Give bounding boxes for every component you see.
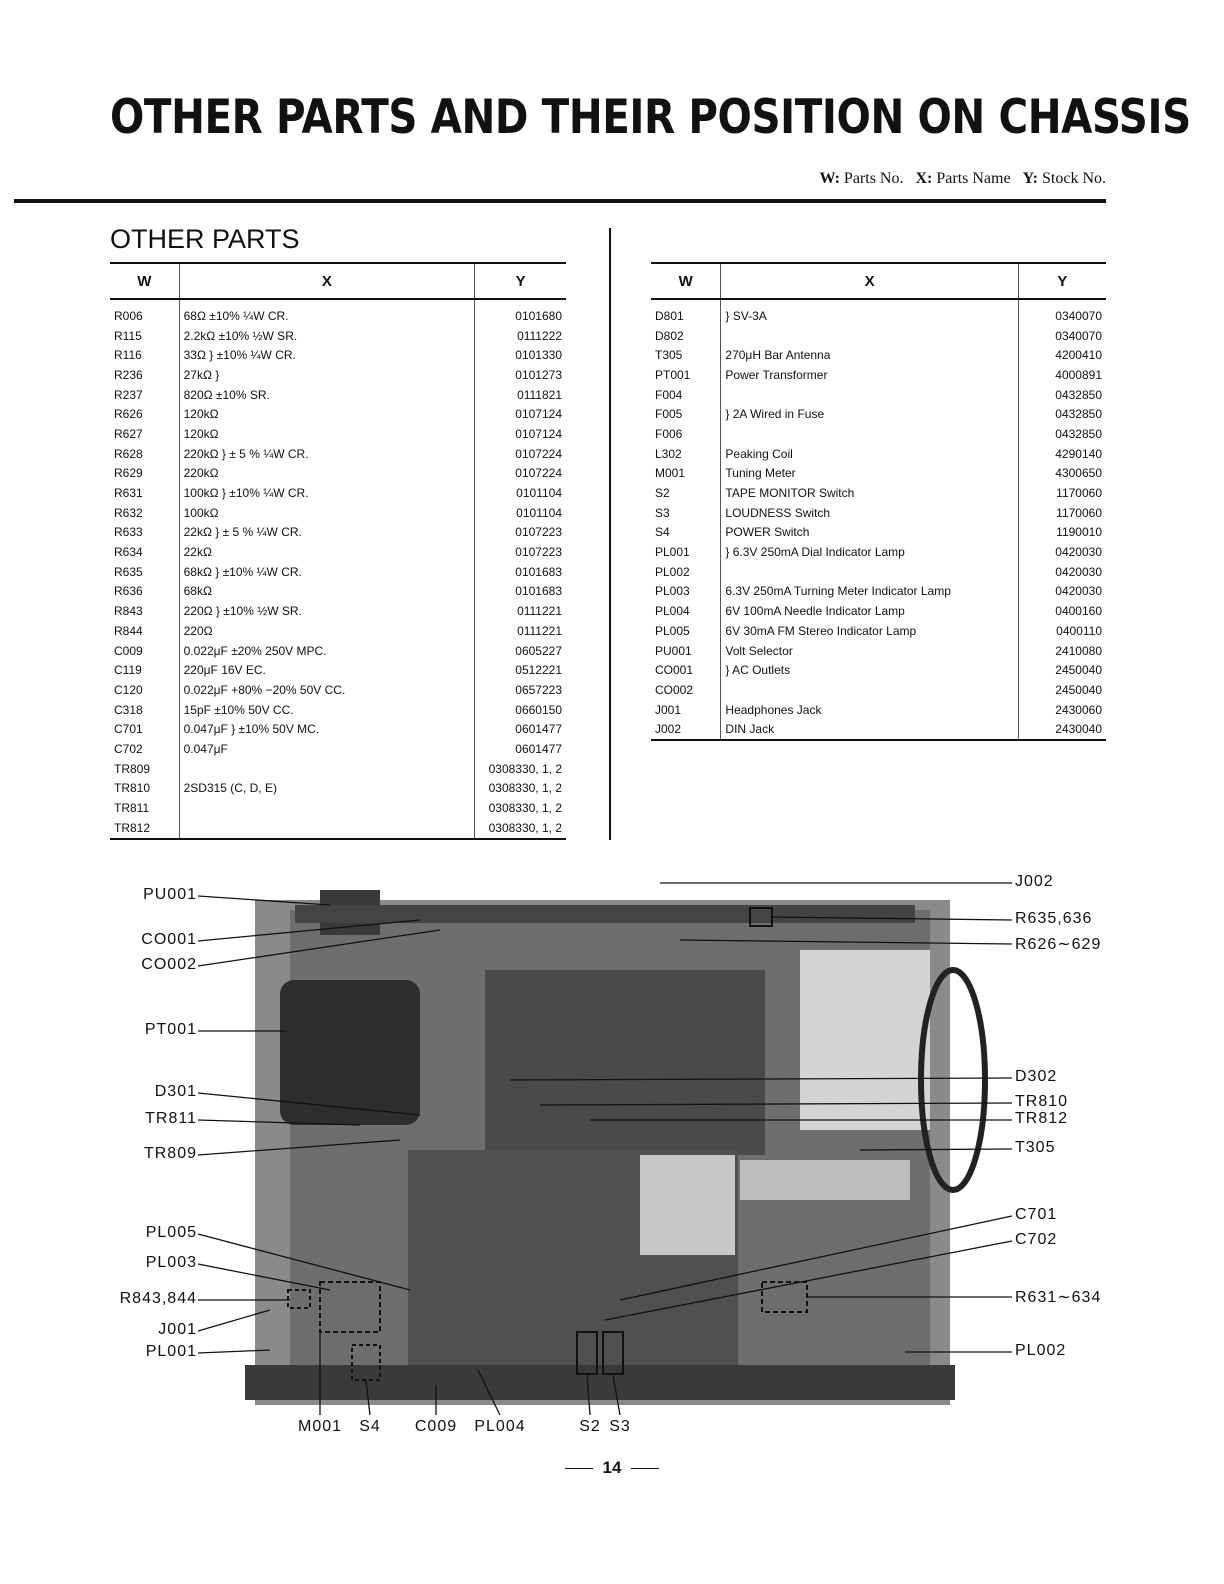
- part-name: 220μF 16V EC.: [179, 660, 475, 680]
- part-number: R629: [110, 464, 179, 484]
- part-name: [179, 818, 475, 839]
- stock-number: 0101104: [516, 505, 562, 520]
- part-name: [721, 424, 1018, 444]
- part-name: POWER Switch: [721, 523, 1018, 543]
- part-name: [179, 759, 475, 779]
- part-name: 22kΩ: [179, 542, 475, 562]
- left-row: [110, 365, 566, 385]
- legend-y-key: Y:: [1022, 170, 1038, 187]
- part-name: 100kΩ: [179, 503, 475, 523]
- part-name: Tuning Meter: [721, 464, 1018, 484]
- left-row: [110, 326, 566, 346]
- right-row: [651, 542, 1106, 562]
- header-rule: [14, 199, 1106, 203]
- callout-label: R843,844: [119, 1290, 197, 1307]
- part-name: 68Ω ±10% ¼W CR.: [179, 299, 475, 326]
- part-name: [721, 385, 1018, 405]
- part-number: F005: [651, 404, 721, 424]
- page-number-text: 14: [602, 1458, 622, 1477]
- callout-label: PL003: [145, 1254, 197, 1271]
- left-row: [110, 523, 566, 543]
- bar-antenna: [740, 1160, 910, 1200]
- chassis-diagram: [0, 850, 1224, 1450]
- callout-label: J001: [158, 1321, 197, 1338]
- part-name: 220kΩ: [179, 464, 475, 484]
- part-name: 220Ω } ±10% ½W SR.: [179, 601, 475, 621]
- callout-label: C701: [1015, 1206, 1058, 1223]
- legend-x-text: Parts Name: [936, 170, 1011, 187]
- left-row: [110, 759, 566, 779]
- left-row: [110, 345, 566, 365]
- part-number: PL001: [651, 542, 721, 562]
- part-number: C119: [110, 660, 179, 680]
- part-number: C701: [110, 719, 179, 739]
- part-number: PL004: [651, 601, 721, 621]
- stock-number: 0107223: [515, 525, 562, 540]
- part-name: 220Ω: [179, 621, 475, 641]
- stock-number: 2450040: [1055, 682, 1102, 697]
- right-row: [651, 660, 1106, 680]
- stock-number: 0308330, 1, 2: [488, 801, 562, 816]
- right-row: [651, 345, 1106, 365]
- part-name: 6V 100mA Needle Indicator Lamp: [721, 601, 1018, 621]
- left-row: [110, 503, 566, 523]
- part-name: 15pF ±10% 50V CC.: [179, 700, 475, 720]
- stock-number: 0432850: [1055, 407, 1102, 422]
- left-row: [110, 719, 566, 739]
- right-row: [651, 299, 1106, 326]
- part-number: C318: [110, 700, 179, 720]
- right-row: [651, 326, 1106, 346]
- callout-label: C009: [414, 1418, 458, 1435]
- stock-number: 2430040: [1018, 719, 1106, 740]
- stock-number: 0101680: [515, 308, 562, 323]
- stock-number: 0420030: [1055, 564, 1102, 579]
- left-row: [110, 641, 566, 661]
- part-name: 2.2kΩ ±10% ½W SR.: [179, 326, 475, 346]
- left-row: [110, 299, 566, 326]
- part-number: R843: [110, 601, 179, 621]
- stock-number: 0107124: [515, 407, 562, 422]
- right-row: [651, 404, 1106, 424]
- stock-number: 4200410: [1055, 348, 1102, 363]
- part-name: [721, 326, 1018, 346]
- circuit-board-upper: [485, 970, 765, 1155]
- part-name: } 6.3V 250mA Dial Indicator Lamp: [721, 542, 1018, 562]
- col-header-x: X: [179, 263, 475, 299]
- left-row: [110, 464, 566, 484]
- callout-label: J002: [1015, 873, 1054, 890]
- shield-can: [640, 1155, 735, 1255]
- part-number: PT001: [651, 365, 721, 385]
- stock-number: 0308330, 1, 2: [488, 761, 562, 776]
- right-row: [651, 365, 1106, 385]
- part-number: R626: [110, 404, 179, 424]
- callout-label: PL001: [145, 1343, 197, 1360]
- rear-panel: [295, 905, 915, 923]
- callout-label: S2: [579, 1418, 601, 1435]
- page-number: [0, 1458, 1224, 1478]
- part-number: PL002: [651, 562, 721, 582]
- part-number: C009: [110, 641, 179, 661]
- part-number: R631: [110, 483, 179, 503]
- col-header-y: Y: [475, 263, 566, 299]
- right-row: [651, 503, 1106, 523]
- callout-label: S4: [359, 1418, 381, 1435]
- part-name: 270μH Bar Antenna: [721, 345, 1018, 365]
- stock-number: 0601477: [515, 722, 562, 737]
- part-name: 0.022μF ±20% 250V MPC.: [179, 641, 475, 661]
- part-number: R627: [110, 424, 179, 444]
- stock-number: 0340070: [1055, 308, 1102, 323]
- part-name: LOUDNESS Switch: [721, 503, 1018, 523]
- callout-label: D301: [154, 1083, 197, 1100]
- stock-number: 4000891: [1055, 367, 1102, 382]
- right-row: [651, 719, 1106, 740]
- callout-label: R631∼634: [1015, 1289, 1102, 1306]
- part-number: PL005: [651, 621, 721, 641]
- stock-number: 0107224: [515, 446, 562, 461]
- section-title: OTHER PARTS: [110, 224, 300, 254]
- right-row: [651, 464, 1106, 484]
- part-name: [721, 562, 1018, 582]
- part-number: TR811: [110, 798, 179, 818]
- left-row: [110, 798, 566, 818]
- stock-number: 0420030: [1055, 584, 1102, 599]
- part-number: F004: [651, 385, 721, 405]
- stock-number: 0107224: [515, 466, 562, 481]
- right-row: [651, 680, 1106, 700]
- part-number: C702: [110, 739, 179, 759]
- stock-number: 0101683: [515, 584, 562, 599]
- stock-number: 2410080: [1055, 643, 1102, 658]
- part-name: DIN Jack: [721, 719, 1018, 740]
- legend-x-key: X:: [915, 170, 933, 187]
- stock-number: 0432850: [1055, 387, 1102, 402]
- part-name: 22kΩ } ± 5 % ¼W CR.: [179, 523, 475, 543]
- left-row: [110, 483, 566, 503]
- page-title: OTHER PARTS AND THEIR POSITION ON CHASSIS: [110, 90, 1191, 145]
- callout-label: TR811: [145, 1110, 197, 1127]
- part-name: Headphones Jack: [721, 700, 1018, 720]
- part-number: M001: [651, 464, 721, 484]
- part-name: } 2A Wired in Fuse: [721, 404, 1018, 424]
- part-number: R006: [110, 299, 179, 326]
- part-number: C120: [110, 680, 179, 700]
- callout-label: PL002: [1015, 1342, 1067, 1359]
- stock-number: 0400160: [1055, 604, 1102, 619]
- part-name: 2SD315 (C, D, E): [179, 779, 475, 799]
- part-name: [179, 798, 475, 818]
- left-row: [110, 818, 566, 839]
- right-row: [651, 444, 1106, 464]
- part-number: S2: [651, 483, 721, 503]
- part-number: S3: [651, 503, 721, 523]
- part-name: 6.3V 250mA Turning Meter Indicator Lamp: [721, 582, 1018, 602]
- part-name: 120kΩ: [179, 424, 475, 444]
- part-name: 820Ω ±10% SR.: [179, 385, 475, 405]
- part-name: 27kΩ }: [179, 365, 475, 385]
- part-number: CO002: [651, 680, 721, 700]
- part-name: Volt Selector: [721, 641, 1018, 661]
- column-legend: [819, 170, 1106, 188]
- stock-number: 0420030: [1055, 545, 1102, 560]
- stock-number: 0111221: [517, 604, 562, 619]
- callout-label: M001: [297, 1418, 343, 1435]
- stock-number: 1170060: [1056, 486, 1102, 501]
- stock-number: 0101683: [515, 564, 562, 579]
- callout-label: TR809: [143, 1145, 197, 1162]
- legend-w-text: Parts No.: [843, 170, 904, 187]
- left-row: [110, 444, 566, 464]
- part-name: } AC Outlets: [721, 660, 1018, 680]
- stock-number: 4290140: [1055, 446, 1102, 461]
- left-row: [110, 680, 566, 700]
- callout-label: R626∼629: [1015, 936, 1102, 953]
- part-number: R632: [110, 503, 179, 523]
- left-row: [110, 621, 566, 641]
- callout-label: PL005: [145, 1224, 197, 1241]
- right-row: [651, 562, 1106, 582]
- part-name: Peaking Coil: [721, 444, 1018, 464]
- part-number: TR810: [110, 779, 179, 799]
- legend-y-text: Stock No.: [1042, 170, 1106, 187]
- col-header-y: Y: [1018, 263, 1106, 299]
- stock-number: 1190010: [1056, 525, 1102, 540]
- part-number: F006: [651, 424, 721, 444]
- left-row: [110, 542, 566, 562]
- part-number: TR809: [110, 759, 179, 779]
- stock-number: 0308330, 1, 2: [475, 818, 566, 839]
- part-name: Power Transformer: [721, 365, 1018, 385]
- callout-label: C702: [1015, 1231, 1058, 1248]
- callout-label: PT001: [144, 1021, 197, 1038]
- stock-number: 0601477: [515, 741, 562, 756]
- part-number: R636: [110, 582, 179, 602]
- part-name: [721, 680, 1018, 700]
- part-number: S4: [651, 523, 721, 543]
- stock-number: 1170060: [1056, 505, 1102, 520]
- part-name: 33Ω } ±10% ¼W CR.: [179, 345, 475, 365]
- right-row: [651, 621, 1106, 641]
- col-header-x: X: [721, 263, 1018, 299]
- right-row: [651, 424, 1106, 444]
- part-number: D802: [651, 326, 721, 346]
- stock-number: 4300650: [1055, 466, 1102, 481]
- part-name: 0.047μF: [179, 739, 475, 759]
- part-number: L302: [651, 444, 721, 464]
- stock-number: 0512221: [515, 663, 562, 678]
- right-row: [651, 582, 1106, 602]
- stock-number: 2430060: [1055, 702, 1102, 717]
- left-row: [110, 404, 566, 424]
- stock-number: 0101330: [515, 348, 562, 363]
- stock-number: 0400110: [1056, 623, 1102, 638]
- left-row: [110, 660, 566, 680]
- part-name: 120kΩ: [179, 404, 475, 424]
- callout-label: R635,636: [1015, 910, 1093, 927]
- right-row: [651, 601, 1106, 621]
- col-header-w: W: [651, 263, 721, 299]
- callout-label: PL004: [474, 1418, 526, 1435]
- part-number: J002: [651, 719, 721, 740]
- callout-label: TR812: [1015, 1110, 1069, 1127]
- col-header-w: W: [110, 263, 179, 299]
- part-number: R236: [110, 365, 179, 385]
- part-number: TR812: [110, 818, 179, 839]
- part-name: 0.047μF } ±10% 50V MC.: [179, 719, 475, 739]
- part-number: R628: [110, 444, 179, 464]
- left-row: [110, 779, 566, 799]
- stock-number: 0107223: [515, 545, 562, 560]
- stock-number: 0432850: [1055, 426, 1102, 441]
- callout-label: CO001: [141, 931, 197, 948]
- stock-number: 0107124: [515, 426, 562, 441]
- callout-label: T305: [1015, 1139, 1056, 1156]
- parts-table-right: [651, 262, 1106, 741]
- callout-label: S3: [609, 1418, 631, 1435]
- left-row: [110, 582, 566, 602]
- part-number: D801: [651, 299, 721, 326]
- right-row: [651, 641, 1106, 661]
- callout-label: D302: [1015, 1068, 1058, 1085]
- part-number: J001: [651, 700, 721, 720]
- part-name: 6V 30mA FM Stereo Indicator Lamp: [721, 621, 1018, 641]
- stock-number: 2450040: [1055, 663, 1102, 678]
- right-row: [651, 700, 1106, 720]
- part-name: } SV-3A: [721, 299, 1018, 326]
- left-row: [110, 739, 566, 759]
- part-number: PU001: [651, 641, 721, 661]
- part-name: 100kΩ } ±10% ¼W CR.: [179, 483, 475, 503]
- part-number: PL003: [651, 582, 721, 602]
- left-row: [110, 424, 566, 444]
- part-name: 0.022μF +80% −20% 50V CC.: [179, 680, 475, 700]
- callout-label: CO002: [141, 956, 197, 973]
- right-row: [651, 523, 1106, 543]
- left-row: [110, 385, 566, 405]
- part-name: 220kΩ } ± 5 % ¼W CR.: [179, 444, 475, 464]
- callout-label: PU001: [143, 886, 197, 903]
- callout-label: TR810: [1015, 1093, 1069, 1110]
- part-number: T305: [651, 345, 721, 365]
- stock-number: 0657223: [515, 682, 562, 697]
- left-row: [110, 562, 566, 582]
- part-number: R635: [110, 562, 179, 582]
- part-name: 68kΩ: [179, 582, 475, 602]
- part-number: R116: [110, 345, 179, 365]
- part-name: 68kΩ } ±10% ¼W CR.: [179, 562, 475, 582]
- part-number: CO001: [651, 660, 721, 680]
- left-row: [110, 601, 566, 621]
- stock-number: 0605227: [515, 643, 562, 658]
- right-row: [651, 385, 1106, 405]
- part-number: R844: [110, 621, 179, 641]
- part-number: R115: [110, 326, 179, 346]
- stock-number: 0111221: [517, 623, 562, 638]
- page-dash-right: [631, 1468, 659, 1469]
- stock-number: 0660150: [515, 702, 562, 717]
- part-number: R634: [110, 542, 179, 562]
- right-row: [651, 483, 1106, 503]
- stock-number: 0340070: [1055, 328, 1102, 343]
- part-number: R237: [110, 385, 179, 405]
- stock-number: 0101104: [516, 486, 562, 501]
- stock-number: 0111222: [517, 328, 562, 343]
- part-number: R633: [110, 523, 179, 543]
- page-dash-left: [565, 1468, 593, 1469]
- stock-number: 0101273: [515, 367, 562, 382]
- legend-w-key: W:: [819, 170, 840, 187]
- parts-table-left: [110, 262, 566, 840]
- stock-number: 0111821: [517, 387, 562, 402]
- stock-number: 0308330, 1, 2: [488, 781, 562, 796]
- left-row: [110, 700, 566, 720]
- column-divider: [609, 228, 611, 840]
- part-name: TAPE MONITOR Switch: [721, 483, 1018, 503]
